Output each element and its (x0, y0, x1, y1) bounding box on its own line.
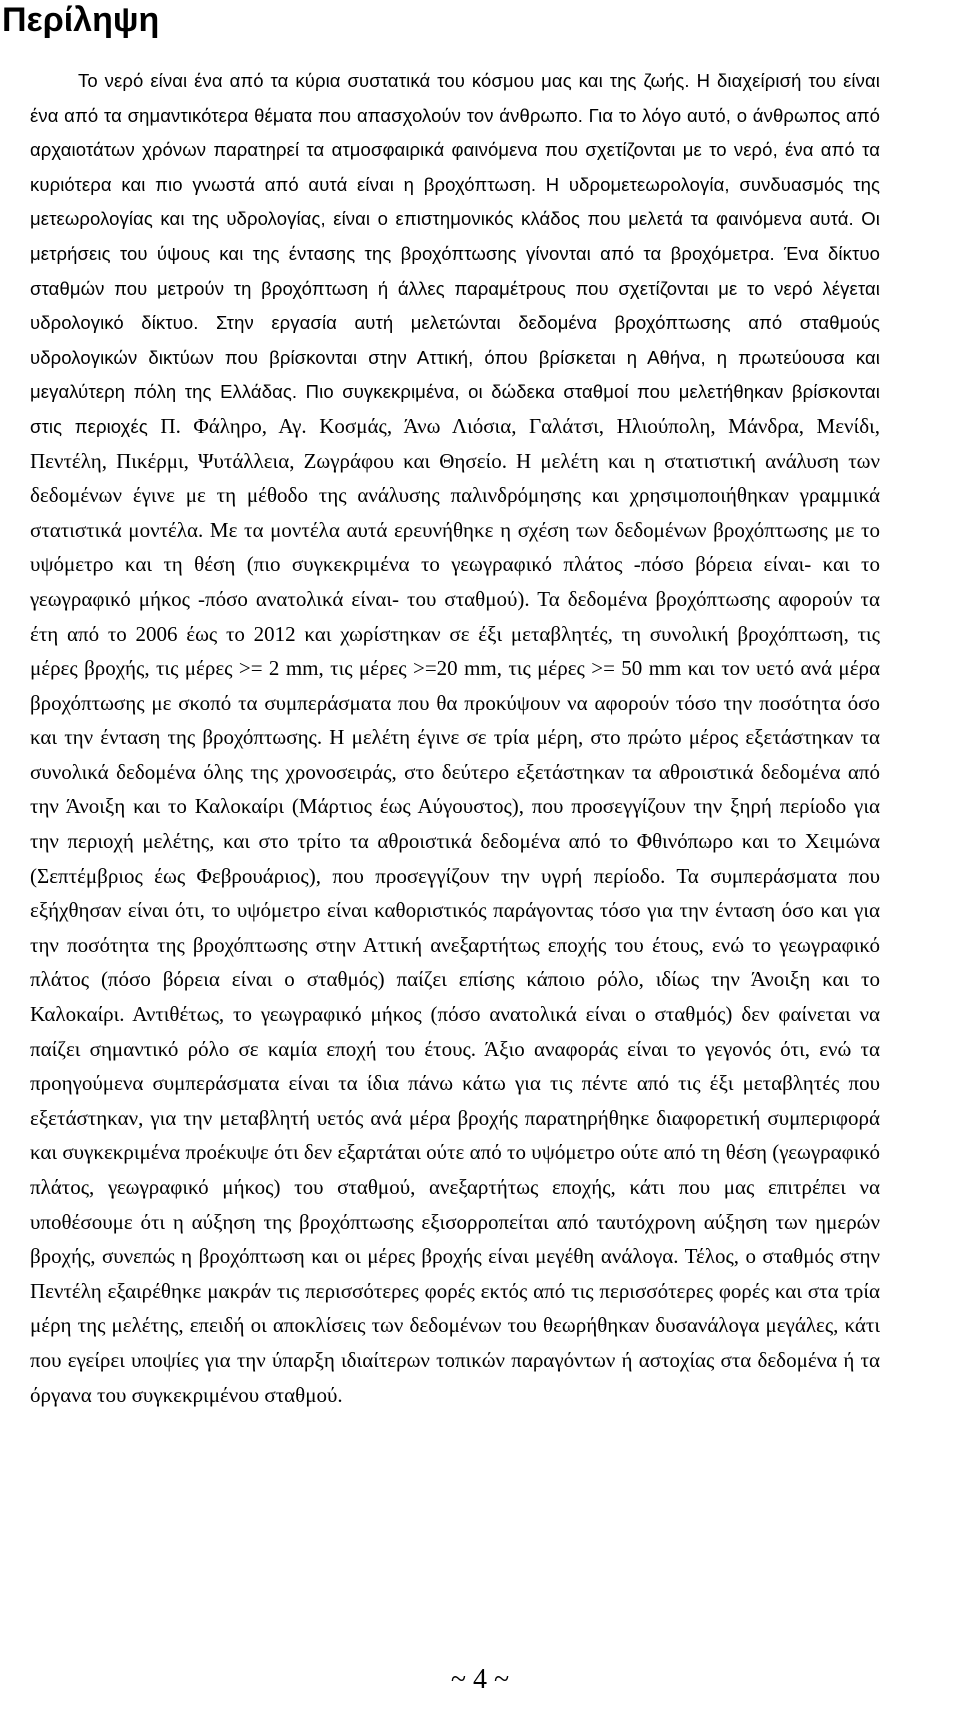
paragraph-segment-serif: Π. Φάληρο, Αγ. Κοσμάς, Άνω Λιόσια, Γαλάτσι, Ηλιούπολη, Μάνδρα, Μενίδι, Πεντέλη, Πικέρμι, Ψυτάλλεια, Ζωγράφου και Θησείο. Η μελέτη και η στατιστική ανάλυση των δεδομένων έγινε με τη μέθοδο της ανάλυσης παλινδρόμησης και χρησιμοποιήθηκαν γραμμικά στατιστικά μοντέλα. Με τα μοντέλα αυτά ερευνήθηκε η σχέση των δεδομένων βροχόπτωσης με το υψόμετρο και τη θέση (πιο συγκεκριμένα το γεωγραφικό πλάτος -πόσο βόρεια είναι- και το γεωγραφικό μήκος -πόσο ανατολικά είναι- του σταθμού). Τα δεδομένα βροχόπτωσης αφορούν τα έτη από το 2006 έως το 2012 και χωρίστηκαν σε έξι μεταβλητές, τη συνολική βροχόπτωση, τις μέρες βροχής, τις μέρες >= 2 mm, τις μέρες >=20 mm, τις μέρες >= 50 mm και τον υετό ανά μέρα βροχόπτωσης με σκοπό τα συμπεράσματα που θα προκύψουν να αφορούν τόσο την ποσότητα όσο και την ένταση της βροχόπτωσης. Η μελέτη έγινε σε τρία μέρη, στο πρώτο μέρος εξετάστηκαν τα συνολικά δεδομένα όλης της χρονοσειράς, στο δεύτερο εξετάστηκαν τα αθροιστικά δεδομένα από την Άνοιξη και το Καλοκαίρι (Μάρτιος έως Αύγουστος), που προσεγγίζουν την ξηρή περίοδο για την περιοχή μελέτης, και στο τρίτο τα αθροιστικά δεδομένα από το Φθινόπωρο και το Χειμώνα (Σεπτέμβριος έως Φεβρουάριος), που προσεγγίζουν την υγρή περίοδο. Τα συμπεράσματα που εξήχθησαν είναι ότι, το υψόμετρο είναι καθοριστικός παράγοντας τόσο για την ένταση όσο και για την ποσότητα της βροχόπτωσης στην Αττική ανεξαρτήτως εποχής του έτους, ενώ το γεωγραφικό πλάτος (πόσο βόρεια είναι ο σταθμός) παίζει επίσης κάποιο ρόλο, ιδίως την Άνοιξη και το Καλοκαίρι. Αντιθέτως, το γεωγραφικό μήκος (πόσο ανατολικά είναι ο σταθμός) δεν φαίνεται να παίζει σημαντικό ρόλο σε καμία εποχή του έτους. Άξιο αναφοράς είναι το γεγονός ότι, ενώ τα προηγούμενα συμπεράσματα είναι τα ίδια πάνω κάτω για τις πέντε από τις έξι μεταβλητές που εξετάστηκαν, για την μεταβλητή υετός ανά μέρα βροχής παρατηρήθηκε διαφορετική συμπεριφορά και συγκεκριμένα προέκυψε ότι δεν εξαρτάται ούτε από το υψόμετρο ούτε από τη θέση (γεωγραφικό πλάτος, γεωγραφικό μήκος) του σταθμού, ανεξαρτήτως εποχής, κάτι που μας επιτρέπει να υποθέσουμε ότι η αύξηση της βροχόπτωσης εξισορροπείται από ταυτόχρονη αύξηση των ημερών βροχής, συνεπώς η βροχόπτωση και οι μέρες βροχής είναι μεγέθη ανάλογα. Τέλος, ο σταθμός στην Πεντέλη εξαιρέθηκε μακράν τις περισσότερες φορές εκτός από τις περισσότερες φορές και στα τρία μέρη της μελέτης, επειδή οι αποκλίσεις των δεδομένων του θεωρήθηκαν δυσανάλογα μεγάλες, κάτι που εγείρει υποψίες για την ύπαρξη ιδιαίτερων τοπικών παραγόντων ή αστοχίας στα δεδομένα ή τα όργανα του συγκεκριμένου σταθμού. (30, 413, 880, 1407)
paragraph-segment-sans: Το νερό είναι ένα από τα κύρια συστατικά του κόσμου μας και της ζωής. Η διαχείρισή του είναι ένα από τα σημαντικότερα θέματα που απασχολούν τον άνθρωπο. Για το λόγο αυτό, ο άνθρωπος από αρχαιοτάτων χρόνων παρατηρεί τα ατμοσφαιρικά φαινόμενα που σχετίζονται με το νερό, ένα από τα κυριότερα και πιο γνωστά από αυτά είναι η βροχόπτωση. Η υδρομετεωρολογία, συνδυασμός της μετεωρολογίας και της υδρολογίας, είναι ο επιστημονικός κλάδος που μελετά τα φαινόμενα αυτά. Οι μετρήσεις του ύψους και της έντασης της βροχόπτωσης γίνονται από τα βροχόμετρα. Ένα δίκτυο σταθμών που μετρούν τη βροχόπτωση ή άλλες παραμέτρους που σχετίζονται με το νερό λέγεται υδρολογικό δίκτυο. Στην εργασία αυτή μελετώνται δεδομένα βροχόπτωσης από σταθμούς υδρολογικών δικτύων που βρίσκονται στην Αττική, όπου βρίσκεται η Αθήνα, η πρωτεύουσα και μεγαλύτερη πόλη της Ελλάδας. Πιο συγκεκριμένα, οι δώδεκα σταθμοί που μελετήθηκαν βρίσκονται στις περιοχές (30, 70, 880, 437)
page-number: ~ 4 ~ (450, 1664, 510, 1695)
section-heading: Περίληψη (2, 1, 160, 39)
abstract-paragraph (30, 64, 880, 1413)
